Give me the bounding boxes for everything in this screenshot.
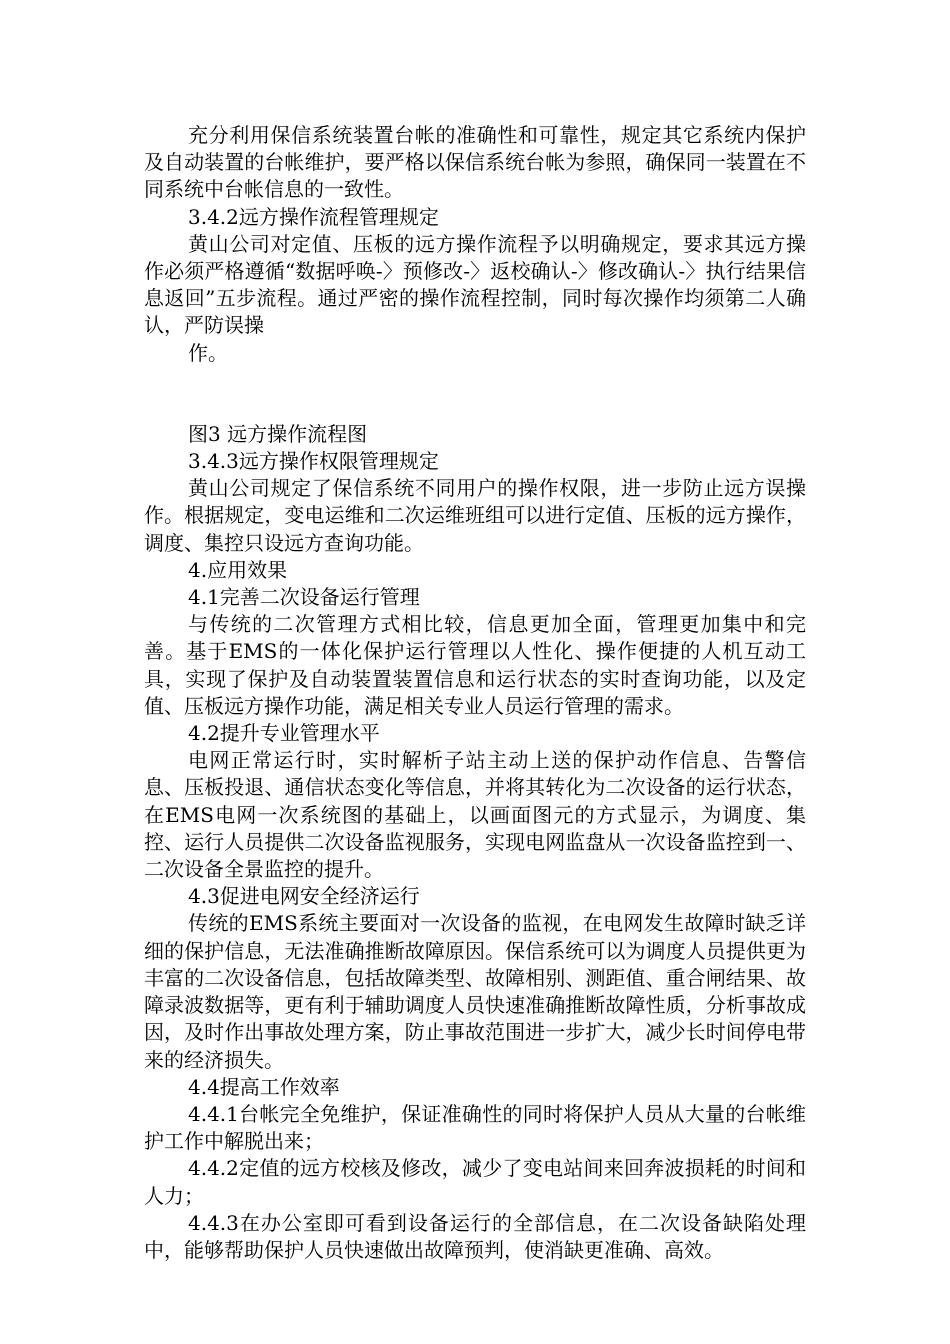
paragraph-grid-monitoring: 电网正常运行时，实时解析子站主动上送的保护动作信息、告警信息、压板投退、通信状态变化等信息，并将其转化为二次设备的运行状态，在EMS电网一次系统图的基础上，以画面图元的方式显示，为调度、集控、运行人员提供二次设备监视服务，实现电网监盘从一次设备监控到一、二次设备全景监控的提升。 [144, 748, 806, 882]
heading-4-1: 4.1完善二次设备运行管理 [188, 585, 420, 610]
figure-caption: 图3 远方操作流程图 [188, 421, 368, 446]
item-4-4-2: 4.4.2定值的远方校核及修改，减少了变电站间来回奔波损耗的时间和人力； [144, 1156, 806, 1208]
heading-3-4-2: 3.4.2远方操作流程管理规定 [188, 204, 439, 229]
heading-4: 4.应用效果 [188, 557, 288, 582]
paragraph-remote-operation-process-end: 作。 [188, 340, 228, 365]
paragraph-remote-operation-process: 黄山公司对定值、压板的远方操作流程予以明确规定，要求其远方操作必须严格遵循“数据呼唤-〉预修改-〉返校确认-〉修改确认-〉执行结果信息返回”五步流程。通过严密的操作流程控制，同时每次操作均须第二人确认，严防误操 [144, 231, 806, 338]
paragraph-ledger-accuracy: 充分利用保信系统装置台帐的准确性和可靠性，规定其它系统内保护及自动装置的台帐维护，要严格以保信系统台帐为参照，确保同一装置在不同系统中台帐信息的一致性。 [144, 123, 806, 202]
document-body [144, 122, 806, 1264]
item-4-4-3: 4.4.3在办公室即可看到设备运行的全部信息，在二次设备缺陷处理中，能够帮助保护人员快速做出故障预判，使消缺更准确、高效。 [144, 1210, 806, 1262]
heading-4-3: 4.3促进电网安全经济运行 [188, 884, 420, 909]
item-4-4-1: 4.4.1台帐完全免维护，保证准确性的同时将保护人员从大量的台帐维护工作中解脱出来； [144, 1101, 806, 1154]
heading-4-2: 4.2提升专业管理水平 [188, 721, 380, 746]
paragraph-secondary-management: 与传统的二次管理方式相比较，信息更加全面，管理更加集中和完善。基于EMS的一体化保护运行管理以人性化、操作便捷的人机互动工具，实现了保护及自动装置装置信息和运行状态的实时查询功能，以及定值、压板远方操作功能，满足相关专业人员运行管理的需求。 [144, 612, 806, 718]
paragraph-permission-rules: 黄山公司规定了保信系统不同用户的操作权限，进一步防止远方误操作。根据规定，变电运维和二次运维班组可以进行定值、压板的远方操作，调度、集控只设远方查询功能。 [144, 476, 806, 555]
heading-4-4: 4.4提高工作效率 [188, 1074, 340, 1099]
heading-3-4-3: 3.4.3远方操作权限管理规定 [188, 449, 439, 474]
paragraph-grid-safety: 传统的EMS系统主要面对一次设备的监视，在电网发生故障时缺乏详细的保护信息，无法准确推断故障原因。保信系统可以为调度人员提供更为丰富的二次设备信息，包括故障类型、故障相别、测距值、重合闸结果、故障录波数据等，更有利于辅助调度人员快速准确推断故障性质，分析事故成因，及时作出事故处理方案，防止事故范围进一步扩大，减少长时间停电带来的经济损失。 [144, 911, 806, 1072]
figure-placeholder [144, 367, 806, 421]
